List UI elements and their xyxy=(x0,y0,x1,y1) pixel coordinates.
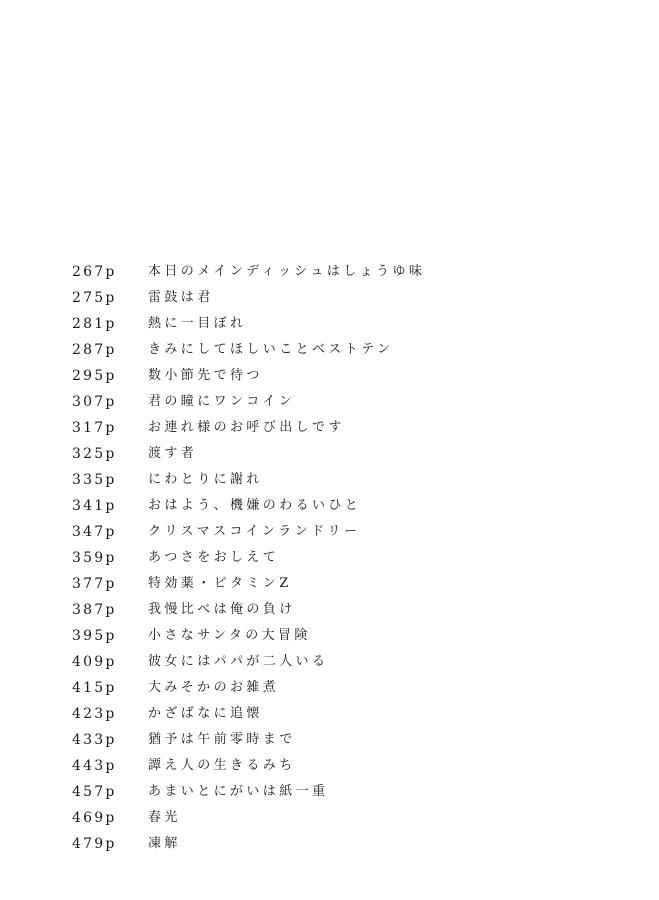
toc-entry xyxy=(72,285,632,311)
toc-page-number: 287p xyxy=(72,342,117,358)
toc-page-number: 347p xyxy=(72,524,117,540)
toc-chapter-title: 雷鼓は君 xyxy=(148,290,214,305)
toc-page-number: 295p xyxy=(72,368,117,384)
toc-chapter-title: きみにしてほしいことベストテン xyxy=(148,342,394,357)
toc-page-number: 275p xyxy=(72,290,117,306)
toc-chapter-title: お連れ様のお呼び出しです xyxy=(148,420,345,435)
toc-entry xyxy=(72,727,632,753)
toc-page-number: 395p xyxy=(72,628,117,644)
toc-page-number: 387p xyxy=(72,602,117,618)
toc-page-number: 377p xyxy=(72,576,117,592)
toc-page-number: 341p xyxy=(72,498,117,514)
toc-chapter-title: 小さなサンタの大冒険 xyxy=(148,628,311,643)
toc-page-number: 359p xyxy=(72,550,117,566)
toc-page-number: 325p xyxy=(72,446,117,462)
toc-chapter-title: にわとりに謝れ xyxy=(148,472,263,487)
toc-chapter-title: 特効薬・ビタミンZ xyxy=(148,576,292,591)
toc-chapter-title: おはよう、機嫌のわるいひと xyxy=(148,498,362,513)
toc-entry xyxy=(72,519,632,545)
toc-page-number: 469p xyxy=(72,810,117,826)
toc-chapter-title: 我慢比べは俺の負け xyxy=(148,602,296,617)
toc-chapter-title: 譚え人の生きるみち xyxy=(148,758,296,773)
toc-chapter-title: 君の瞳にワンコイン xyxy=(148,394,296,409)
toc-entry xyxy=(72,389,632,415)
toc-entry xyxy=(72,545,632,571)
toc-page-number: 281p xyxy=(72,316,117,332)
toc-page-number: 307p xyxy=(72,394,117,410)
toc-entry xyxy=(72,597,632,623)
toc-entry xyxy=(72,259,632,285)
toc-entry xyxy=(72,467,632,493)
toc-entry xyxy=(72,649,632,675)
toc-chapter-title: 熱に一目ぼれ xyxy=(148,316,247,331)
toc-chapter-title: 数小節先で待つ xyxy=(148,368,263,383)
toc-page-number: 409p xyxy=(72,654,117,670)
toc-entry xyxy=(72,337,632,363)
toc-chapter-title: あまいとにがいは紙一重 xyxy=(148,784,329,799)
toc-chapter-title: クリスマスコインランドリー xyxy=(148,524,361,539)
toc-page-number: 479p xyxy=(72,836,117,852)
toc-entry xyxy=(72,675,632,701)
toc-entry xyxy=(72,363,632,389)
toc-page-number: 433p xyxy=(72,732,117,748)
toc-entry xyxy=(72,493,632,519)
toc-entry xyxy=(72,415,632,441)
toc-page-number: 415p xyxy=(72,680,117,696)
toc-entry xyxy=(72,623,632,649)
toc-entry xyxy=(72,571,632,597)
toc-page-number: 443p xyxy=(72,758,117,774)
toc-chapter-title: 彼女にはパパが二人いる xyxy=(148,654,329,669)
toc-entry xyxy=(72,831,632,857)
toc-entry xyxy=(72,701,632,727)
toc-chapter-title: 猶予は午前零時まで xyxy=(148,732,296,747)
toc-page-number: 335p xyxy=(72,472,117,488)
toc-entry xyxy=(72,805,632,831)
toc-chapter-title: 凍解 xyxy=(148,836,181,851)
toc-entry xyxy=(72,753,632,779)
toc-chapter-title: 春光 xyxy=(148,810,181,825)
toc-page-number: 457p xyxy=(72,784,117,800)
toc-entry xyxy=(72,779,632,805)
toc-chapter-title: かざばなに追懐 xyxy=(148,706,263,721)
toc-entry xyxy=(72,441,632,467)
toc-page-number: 267p xyxy=(72,264,117,280)
table-of-contents xyxy=(72,259,632,857)
toc-chapter-title: 渡す者 xyxy=(148,446,198,461)
toc-entry xyxy=(72,311,632,337)
toc-chapter-title: あつさをおしえて xyxy=(148,550,280,565)
toc-chapter-title: 大みそかのお雑煮 xyxy=(148,680,280,695)
toc-chapter-title: 本日のメインディッシュはしょうゆ味 xyxy=(148,264,426,279)
toc-page-number: 317p xyxy=(72,420,117,436)
toc-page-number: 423p xyxy=(72,706,117,722)
